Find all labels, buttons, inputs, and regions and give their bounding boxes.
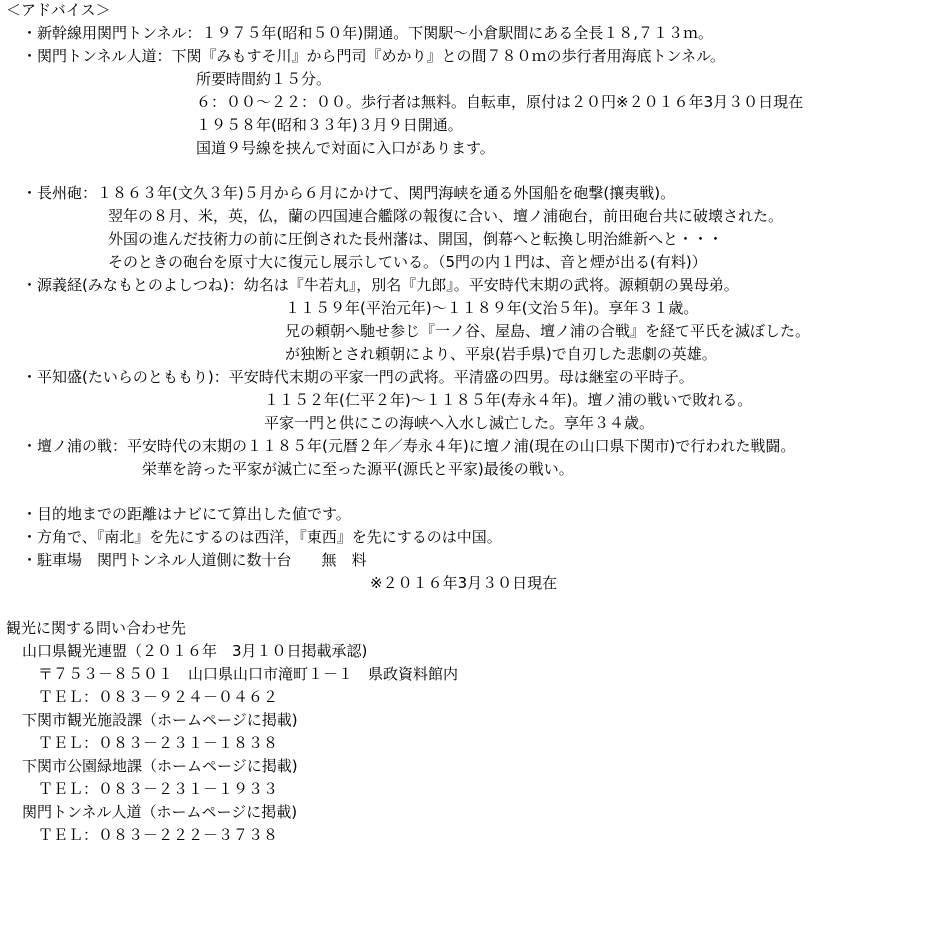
choshuho-line-4: そのときの砲台を原寸大に復元し展示している。（5門の内１門は、音と煙が出る(有料)） [108,253,707,271]
tomomori-line-3: 平家一門と供にこの海峡へ入水し滅亡した。享年３４歳。 [264,414,655,432]
advice-heading: ＜アドバイス＞ [6,1,111,19]
contact-renmei-address: 〒７５３－８５０１ 山口県山口市滝町１－１ 県政資料館内 [38,665,459,683]
contact-renmei: 山口県観光連盟（２０１６年 3月１０日掲載承認) [22,642,368,660]
contact-renmei-tel: ＴＥＬ：０８３－９２４－０４６２ [38,688,279,706]
yoshitsune-line-1: ・源義経(みなもとのよしつね)：幼名は『牛若丸』，別名『九郎』。平安時代末期の武将。源頼朝の異母弟。 [22,276,739,294]
contacts-heading: 観光に関する問い合わせ先 [6,619,187,637]
shinkansen-tunnel-note: ・新幹線用関門トンネル：１９７５年(昭和５０年)開通。下関駅～小倉駅間にある全長１８,７１３ｍ。 [22,24,714,42]
tomomori-line-2: １１５２年(仁平２年)～１１８５年(寿永４年)。壇ノ浦の戦いで敗れる。 [264,391,753,409]
parking-note: ・駐車場 関門トンネル人道側に数十台 無 料 [22,551,367,569]
yoshitsune-line-3: 兄の頼朝へ馳せ参じ『一ノ谷、屋島、壇ノ浦の合戦』を経て平氏を滅ぼした。 [285,322,811,340]
choshuho-line-2: 翌年の８月、米，英，仏，蘭の四国連合艦隊の報復に合い、壇ノ浦砲台，前田砲台共に破壊された。 [108,207,784,225]
tomomori-line-1: ・平知盛(たいらのとももり)：平安時代末期の平家一門の武将。平清盛の四男。母は継室の平時子。 [22,368,694,386]
contact-jindo-tel: ＴＥＬ：０８３－２２２－３７３８ [38,826,279,844]
direction-note: ・方角で、『南北』を先にするのは西洋，『東西』を先にするのは中国。 [22,528,502,546]
dannoura-line-1: ・壇ノ浦の戦：平安時代の末期の１１８５年(元暦２年／寿永４年)に壇ノ浦(現在の山口県下関市)で行われた戦闘。 [22,437,796,455]
contact-shisetsu: 下関市観光施設課（ホームページに掲載) [22,711,298,729]
yoshitsune-line-2: １１５９年(平治元年)～１１８９年(文治５年)。享年３１歳。 [285,299,699,317]
dannoura-line-2: 栄華を誇った平家が滅亡に至った源平(源氏と平家)最後の戦い。 [142,460,574,478]
choshuho-line-1: ・長州砲：１８６３年(文久３年)５月から６月にかけて、関門海峡を通る外国船を砲撃(攘夷戦)。 [22,184,676,202]
yoshitsune-line-4: が独断とされ頼朝により、平泉(岩手県)で自刃した悲劇の英雄。 [285,345,717,363]
jindo-line-4: １９５８年(昭和３３年)３月９日開通。 [196,116,463,134]
jindo-line-1: ・関門トンネル人道：下関『みもすそ川』から門司『めかり』との間７８０ｍの歩行者用海底トンネル。 [22,47,725,65]
contact-koen: 下関市公園緑地課（ホームページに掲載) [22,757,298,775]
contact-koen-tel: ＴＥＬ：０８３－２３１－１９３３ [38,780,279,798]
contact-shisetsu-tel: ＴＥＬ：０８３－２３１－１８３８ [38,734,279,752]
jindo-line-5: 国道９号線を挟んで対面に入口があります。 [196,139,495,157]
jindo-line-3: ６：００～２２：００。歩行者は無料。自転車，原付は２０円※２０１６年3月３０日現在 [196,93,804,111]
distance-note: ・目的地までの距離はナビにて算出した値です。 [22,505,351,523]
jindo-line-2: 所要時間約１５分。 [196,70,332,88]
parking-date-note: ※２０１６年3月３０日現在 [370,574,558,592]
choshuho-line-3: 外国の進んだ技術力の前に圧倒された長州藩は、開国，倒幕へと転換し明治維新へと・・・ [108,230,724,248]
contact-jindo: 関門トンネル人道（ホームページに掲載) [22,803,298,821]
